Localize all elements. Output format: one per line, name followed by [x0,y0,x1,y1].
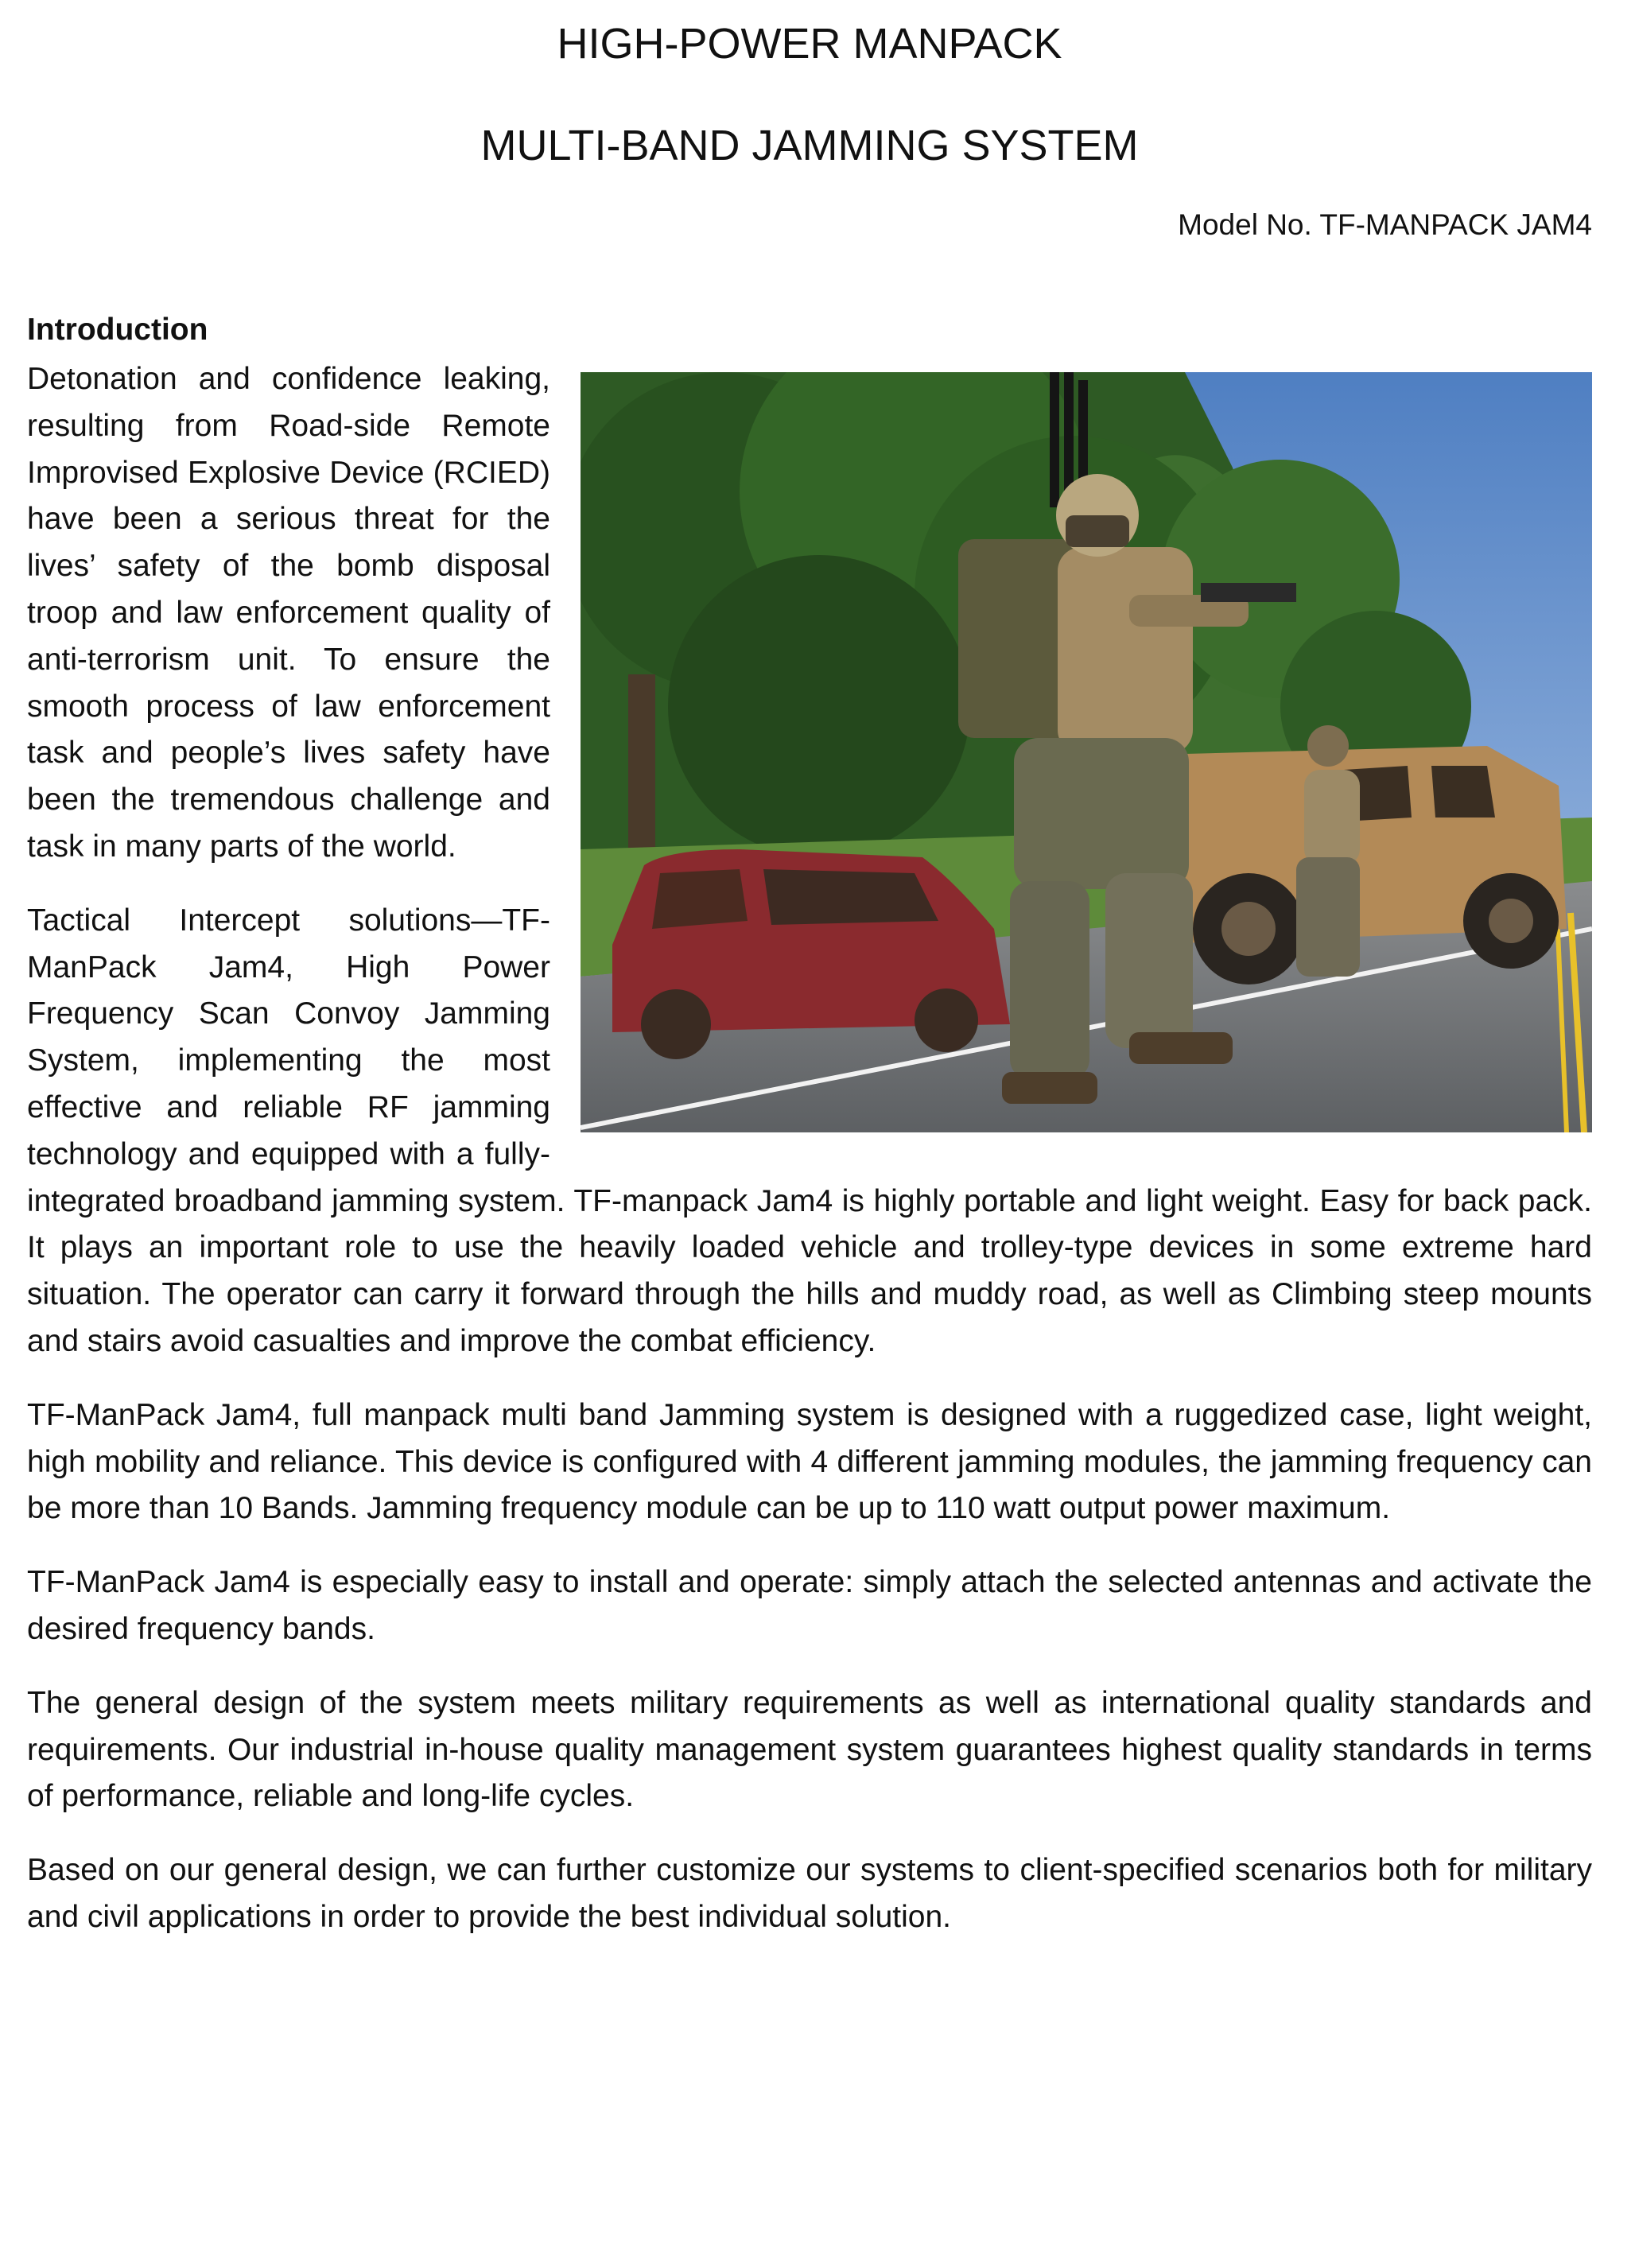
soldier-with-jammer-photo [581,372,1592,1132]
intro-paragraph-6: Based on our general design, we can further customize our systems to client-specified scenarios both for military and civil applications in order to provide the best individual solution. [27,1853,1592,1934]
intro-paragraph-2: Tactical Intercept solutions—TF-ManPack Jam4, High Power Frequency Scan Convoy Jamming System, implementing the most effective and reliable RF jamming technology and equipped with a fully-integrated broadband jamming system. TF-manpack Jam4 is highly portable and light weight. Easy for back pack. It plays an important role to use the heavily loaded vehicle and trolley-type devices in some extreme hard situation. The operator can carry it forward through the hills and muddy road, as well as Climbing steep mounts and stairs avoid casualties and improve the combat efficiency. [27,903,1592,1358]
intro-paragraph-4: TF-ManPack Jam4 is especially easy to install and operate: simply attach the selected antennas and activate the desired frequency bands. [27,1565,1592,1646]
introduction-heading: Introduction [27,313,208,347]
title-line-1: HIGH-POWER MANPACK [557,20,1062,68]
intro-paragraph-1: Detonation and confidence leaking, resulting from Road-side Remote Improvised Explosive Device (RCIED) have been a serious threat for the lives’ safety of the bomb disposal troop and law enforcement quality of anti-terrorism unit. To ensure the smooth process of law enforcement task and people’s lives safety have been the tremendous challenge and task in many parts of the world. [27,362,550,864]
intro-paragraph-5: The general design of the system meets military requirements as well as international quality standards and requirements. Our industrial in-house quality management system guarantees highest quality standards in terms of performance, reliable and long-life cycles. [27,1685,1592,1814]
introduction-body [27,356,1592,1968]
title-line-2: MULTI-BAND JAMMING SYSTEM [480,122,1139,169]
model-number: Model No. TF-MANPACK JAM4 [1178,208,1592,241]
photo-illustration [581,372,1592,1132]
intro-paragraph-3: TF-ManPack Jam4, full manpack multi band Jamming system is designed with a ruggedized case, light weight, high mobility and reliance. This device is configured with 4 different jamming modules, the jamming frequency can be more than 10 Bands. Jamming frequency module can be up to 110 watt output power maximum. [27,1397,1592,1526]
